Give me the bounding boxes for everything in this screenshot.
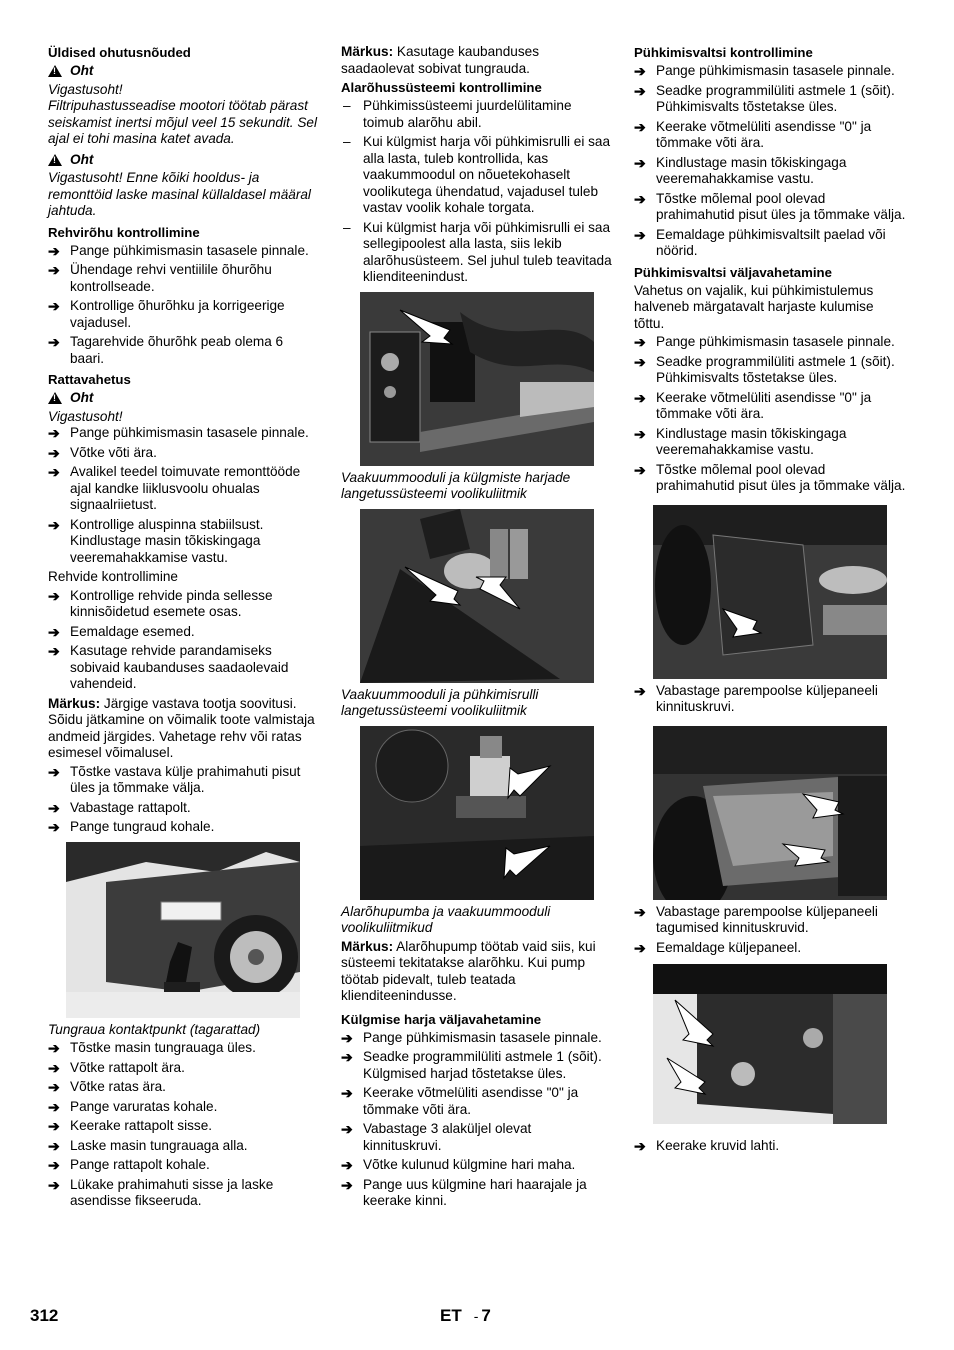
arrow-icon: ➔ (48, 819, 60, 835)
list-item: ➔ Ühendage rehvi ventiilile õhurõhu kontrollseade. (48, 262, 272, 294)
list-item: ➔ Keerake rattapolt sisse. (48, 1118, 213, 1134)
list-item: ➔ Pange pühkimismasin tasasele pinnale. (634, 334, 895, 350)
warning-title: Vigastusoht! (48, 81, 123, 97)
list-item: ➔ Pange tungraud kohale. (48, 819, 215, 835)
side-panel-photo-3 (653, 964, 887, 1124)
danger-label: ! Oht (48, 63, 320, 80)
note: Märkus: Kasutage kaubanduses saadaolevat sobivat tungrauda. (341, 44, 539, 76)
step-d (634, 1138, 906, 1155)
roller-check-steps (634, 63, 906, 260)
list-item: ➔ Kindlustage masin tõkiskingaga veeremahakkamise vastu. (634, 154, 847, 186)
arrow-icon: ➔ (634, 682, 646, 699)
list-item: ➔ Kontrollige õhurõhku ja korrigeerige vajadusel. (48, 298, 285, 330)
list-item: ➔ Pange rattapolt kohale. (48, 1157, 210, 1173)
arrow-icon: ➔ (634, 190, 646, 207)
list-item: ➔ Vabastage parempoolse küljepaneeli tagumised kinnituskruvid. (634, 903, 878, 935)
jack-photo (66, 842, 300, 1018)
side-brush-steps (341, 1030, 613, 1210)
list-item: ➔ Avalikel teedel toimuvate remonttööde ajal kandke liiklusvoolu ohualas signaalriietust. (48, 464, 301, 512)
vacuum-photo-2 (360, 509, 594, 683)
list-item: ➔ Seadke programmilüliti astmele 1 (sõit). Pühkimisvalts tõstetakse üles. (634, 82, 895, 114)
arrow-icon: ➔ (48, 587, 60, 604)
list-item: ➔ Tõstke mõlemal pool olevad prahimahutid pisut üles ja tõmmake välja. (634, 461, 906, 493)
heading-tyre-pressure: Rehvirõhu kontrollimine (48, 224, 200, 240)
arrow-icon: ➔ (48, 1157, 60, 1173)
note: Märkus: Alarõhupump töötab vaid siis, kui süsteemi tekitatakse alarõhku. Kui pump töötab pidevalt, tuleb teatada klienditeenindusse. (341, 938, 596, 1003)
list-item: ➔ Pange uus külgmine hari haarajale ja keerake kinni. (341, 1176, 587, 1208)
list-item: ➔ Pange pühkimismasin tasasele pinnale. (634, 63, 895, 79)
list-item: ➔ Võtke kulunud külgmine hari maha. (341, 1157, 576, 1173)
danger-label: ! Oht (48, 152, 320, 169)
photo-caption: Alarõhupumba ja vaakuummooduli voolikuliitmikud (341, 903, 551, 935)
subheading-tyre-check: Rehvide kontrollimine (48, 569, 178, 584)
arrow-icon: ➔ (48, 1079, 60, 1095)
list-item: ➔ Vabastage 3 alaküljel olevat kinnituskruvi. (341, 1121, 532, 1153)
list-item: ➔ Eemaldage esemed. (48, 623, 195, 640)
arrow-icon: ➔ (634, 903, 646, 920)
arrow-icon: ➔ (48, 464, 60, 480)
after-steps (48, 1040, 320, 1210)
arrow-icon: ➔ (634, 461, 646, 478)
heading-safety: Üldised ohutusnõuded (48, 45, 191, 60)
arrow-icon: ➔ (48, 799, 60, 816)
list-item: ➔ Pange pühkimismasin tasasele pinnale. (341, 1029, 602, 1046)
list-item: ➔ Pange varuratas kohale. (48, 1098, 218, 1115)
list-item: ➔ Laske masin tungrauaga alla. (48, 1137, 248, 1154)
list-item: ➔ Vabastage rattapolt. (48, 799, 191, 816)
list-item: ➔ Lükake prahimahuti sisse ja laske asendisse fikseeruda. (48, 1176, 274, 1208)
list-item: – Pühkimissüsteemi juurdelülitamine toimub alarõhu abil. (343, 98, 572, 130)
arrow-icon: ➔ (48, 516, 60, 533)
list-item: ➔ Vabastage parempoolse küljepaneeli kinnituskruvi. (634, 682, 878, 714)
arrow-icon: ➔ (634, 82, 646, 99)
list-item: – Kui külgmist harja või pühkimisrulli ei saa alla lasta, tuleb kontrollida, kas vaakummoodul on nõuetekohaselt voolikutega ühendatud, vajadusel tuleb vastav voolik kohale torgata. (343, 134, 611, 215)
list-item: ➔ Keerake kruvid lahti. (634, 1138, 780, 1154)
note: Märkus: Järgige vastava tootja soovitusi. Sõidu jätkamine on võimalik toote valmistaja andmeid järgides. Vahetage rehv või ratas esimesel võimalusel. (48, 695, 315, 760)
list-item: ➔ Võtke võti ära. (48, 444, 157, 461)
arrow-icon: ➔ (48, 1059, 60, 1076)
arrow-icon: ➔ (48, 425, 60, 441)
list-item: ➔ Kontrollige rehvide pinda sellesse kinnisõidetud esemete osas. (48, 587, 273, 619)
list-item: ➔ Keerake võtmelüliti asendisse "0" ja tõmmake võti ära. (634, 118, 872, 150)
column-2 (341, 44, 613, 1214)
list-item: ➔ Tagarehvide õhurõhk peab olema 6 baari. (48, 334, 284, 366)
arrow-icon: ➔ (48, 1098, 60, 1115)
heading-side-brush: Külgmise harja väljavahetamine (341, 1011, 542, 1027)
list-item: ➔ Tõstke mõlemal pool olevad prahimahutid pisut üles ja tõmmake välja. (634, 190, 906, 222)
side-panel-photo-1 (653, 505, 887, 679)
arrow-icon: ➔ (634, 425, 646, 442)
arrow-icon: ➔ (341, 1029, 353, 1046)
warning-title: Vigastusoht! (48, 408, 123, 424)
warning-icon (48, 154, 62, 166)
replace-intro: Vahetus on vajalik, kui pühkimistulemus halveneb märgatavalt harjaste kulumise tõttu. (634, 282, 874, 331)
arrow-icon: ➔ (634, 154, 646, 171)
list-item: ➔ Tõstke vastava külje prahimahuti pisut üles ja tõmmake välja. (48, 763, 301, 795)
arrow-icon: ➔ (48, 623, 60, 640)
arrow-icon: ➔ (48, 1118, 60, 1134)
list-item: ➔ Eemaldage pühkimisvaltsilt paelad või nöörid. (634, 226, 886, 258)
arrow-icon: ➔ (48, 242, 60, 259)
tyre-check-steps (48, 588, 320, 693)
lift-steps (48, 764, 320, 836)
column-1 (48, 44, 320, 1214)
list-item: ➔ Kasutage rehvide parandamiseks sobivaid kaubanduses saadaolevaid vahendeid. (48, 643, 289, 691)
list-item: ➔ Kontrollige aluspinna stabiilsust. Kindlustage masin tõkiskingaga veeremahakkamise vastu. (48, 516, 264, 565)
vacuum-items (341, 98, 613, 286)
heading-vacuum-check: Alarõhussüsteemi kontrollimine (341, 80, 542, 95)
arrow-icon: ➔ (48, 1176, 60, 1193)
arrow-icon: ➔ (634, 1138, 646, 1154)
vacuum-photo-3 (360, 726, 594, 900)
heading-wheel-change: Rattavahetus (48, 372, 131, 387)
arrow-icon: ➔ (341, 1157, 353, 1173)
roller-replace-steps (634, 334, 906, 495)
list-item: ➔ Keerake võtmelüliti asendisse "0" ja tõmmake võti ära. (341, 1085, 579, 1117)
arrow-icon: ➔ (48, 262, 60, 278)
arrow-icon: ➔ (341, 1085, 353, 1101)
arrow-icon: ➔ (341, 1176, 353, 1193)
step-a (634, 683, 906, 716)
photo-caption: Vaakuummooduli ja pühkimisrulli langetussüsteemi voolikuliitmik (341, 686, 539, 718)
arrow-icon: ➔ (634, 353, 646, 370)
arrow-icon: ➔ (634, 389, 646, 406)
arrow-icon: ➔ (341, 1121, 353, 1137)
warning-text: Filtripuhastusseadise mootori töötab pärast seiskamist inertsi mõjul veel 15 sekundit. Sel ajal ei tohi masina katet avada. (48, 98, 317, 146)
list-item: ➔ Tõstke masin tungrauaga üles. (48, 1040, 256, 1056)
column-3 (634, 44, 906, 1159)
arrow-icon: ➔ (48, 763, 60, 780)
list-item: ➔ Võtke rattapolt ära. (48, 1059, 185, 1076)
warning-icon (48, 65, 62, 77)
list-item: – Kui külgmist harja või pühkimisrulli ei saa sellegipoolest alla lasta, siis lekib alarõhusüsteem. Sel juhul tuleb teavitada klienditeenindust. (343, 219, 612, 284)
photo-caption: Vaakuummooduli ja külgmiste harjade langetussüsteemi voolikuliitmik (341, 469, 571, 501)
arrow-icon: ➔ (634, 118, 646, 135)
list-item: ➔ Seadke programmilüliti astmele 1 (sõit). Pühkimisvalts tõstetakse üles. (634, 353, 895, 385)
arrow-icon: ➔ (634, 63, 646, 79)
heading-roller-check: Pühkimisvaltsi kontrollimine (634, 45, 813, 60)
wheel-steps (48, 425, 320, 566)
list-item: ➔ Võtke ratas ära. (48, 1079, 166, 1095)
arrow-icon: ➔ (48, 1137, 60, 1154)
side-panel-photo-2 (653, 726, 887, 900)
page-number: 312 (30, 1306, 59, 1325)
arrow-icon: ➔ (634, 334, 646, 350)
arrow-icon: ➔ (48, 444, 60, 461)
danger-label: ! Oht (48, 390, 320, 407)
page-section: ET - 7 (440, 1306, 491, 1325)
list-item: ➔ Pange pühkimismasin tasasele pinnale. (48, 242, 309, 259)
heading-roller-replace: Pühkimisvaltsi väljavahetamine (634, 264, 832, 280)
warning-text: Vigastusoht! Enne kõiki hooldus- ja remonttöid laske masinal küllaldasel määral jahtuda. (48, 170, 311, 218)
list-item: ➔ Kindlustage masin tõkiskingaga veeremahakkamise vastu. (634, 425, 847, 457)
warning-icon (48, 392, 62, 404)
list-item: ➔ Seadke programmilüliti astmele 1 (sõit). Külgmised harjad tõstetakse üles. (341, 1049, 602, 1081)
arrow-icon: ➔ (48, 643, 60, 659)
arrow-icon: ➔ (341, 1049, 353, 1065)
tyre-steps (48, 243, 320, 368)
arrow-icon: ➔ (634, 226, 646, 243)
step-b-c (634, 904, 906, 957)
arrow-icon: ➔ (634, 939, 646, 956)
list-item: ➔ Eemaldage küljepaneel. (634, 939, 802, 956)
list-item: ➔ Keerake võtmelüliti asendisse "0" ja tõmmake võti ära. (634, 389, 872, 421)
list-item: ➔ Pange pühkimismasin tasasele pinnale. (48, 425, 309, 441)
vacuum-photo-1 (360, 292, 594, 466)
arrow-icon: ➔ (48, 1040, 60, 1056)
arrow-icon: ➔ (48, 298, 60, 314)
arrow-icon: ➔ (48, 334, 60, 350)
photo-caption: Tungraua kontaktpunkt (tagarattad) (48, 1021, 261, 1037)
